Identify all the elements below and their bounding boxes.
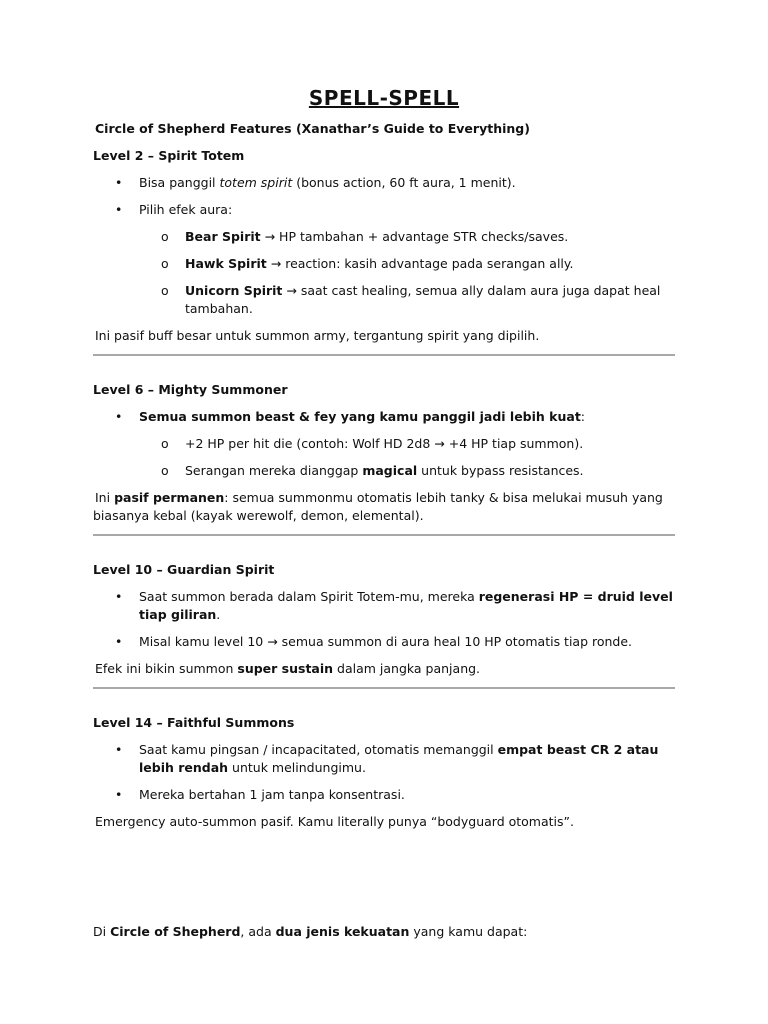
sub-list-item <box>93 435 675 453</box>
note-line <box>93 489 675 525</box>
footer-emphasis: dua jenis kekuatan <box>275 924 410 939</box>
section-heading-level-10: Level 10 – Guardian Spirit <box>93 562 275 577</box>
list-item-text: Pilih efek aura: <box>139 202 233 217</box>
note-text: dalam jangka panjang. <box>333 661 481 676</box>
sub-item-text: → reaction: kasih advantage pada serangan ally. <box>266 256 574 271</box>
sub-item-text: +2 HP per hit die (contoh: Wolf HD 2d8 → +4 HP tiap summon). <box>185 436 584 451</box>
list-item <box>93 786 675 804</box>
sub-list-item <box>93 255 675 273</box>
footer-text: Di <box>93 924 111 939</box>
note-line <box>93 813 675 831</box>
list-item-text: Mereka bertahan 1 jam tanpa konsentrasi. <box>139 787 405 802</box>
list-item <box>93 174 675 192</box>
list-item <box>93 408 675 426</box>
bullet-list <box>93 408 675 426</box>
note-emphasis: super sustain <box>237 661 334 676</box>
sub-item-label: Bear Spirit <box>185 229 261 244</box>
list-item-text: Saat kamu pingsan / incapacitated, otomatis memanggil <box>139 742 498 757</box>
list-item-text: . <box>216 607 221 622</box>
note-text: Ini pasif buff besar untuk summon army, tergantung spirit yang dipilih. <box>95 328 540 343</box>
list-item <box>93 633 675 651</box>
list-item-emphasis: empat beast CR 2 atau lebih rendah <box>139 742 659 775</box>
note-text: Emergency auto-summon pasif. Kamu literally punya “bodyguard otomatis”. <box>95 814 574 829</box>
sub-item-emphasis: magical <box>362 463 418 478</box>
footer-text: , ada <box>240 924 276 939</box>
footer-emphasis: Circle of Shepherd <box>110 924 241 939</box>
sub-item-label: Hawk Spirit <box>185 256 267 271</box>
section-heading-level-6: Level 6 – Mighty Summoner <box>93 382 288 397</box>
sub-list-item <box>93 462 675 480</box>
sub-item-text: untuk bypass resistances. <box>417 463 584 478</box>
note-line <box>93 327 675 345</box>
document-page <box>93 86 675 950</box>
list-item-emphasis: totem spirit <box>219 175 293 190</box>
list-item-text: Saat summon berada dalam Spirit Totem-mu, mereka <box>139 589 479 604</box>
list-item-text: untuk melindungimu. <box>228 760 366 775</box>
note-text: : semua summonmu otomatis lebih tanky & bisa melukai musuh yang biasanya kebal (kayak werewolf, demon, elemental). <box>93 490 663 523</box>
note-line <box>93 660 675 678</box>
list-item-emphasis: regenerasi HP = druid level tiap giliran <box>139 589 673 622</box>
sub-item-text: → HP tambahan + advantage STR checks/saves. <box>260 229 569 244</box>
sub-item-label: Unicorn Spirit <box>185 283 283 298</box>
sub-list-item <box>93 282 675 318</box>
spacer <box>93 840 675 923</box>
sub-item-text: Serangan mereka dianggap <box>185 463 363 478</box>
intro-line <box>93 120 675 138</box>
bullet-list <box>93 741 675 804</box>
sub-list <box>93 435 675 480</box>
sub-list <box>93 228 675 318</box>
section-heading-level-14: Level 14 – Faithful Summons <box>93 715 295 730</box>
bullet-list <box>93 588 675 651</box>
divider <box>93 687 675 689</box>
document-title: SPELL-SPELL <box>308 86 460 110</box>
divider <box>93 354 675 356</box>
intro-text: Circle of Shepherd Features (Xanathar’s Guide to Everything) <box>95 121 530 136</box>
list-item-text: Bisa panggil <box>139 175 220 190</box>
section-heading-level-2: Level 2 – Spirit Totem <box>93 148 245 163</box>
footer-line <box>93 923 675 941</box>
list-item-text: : <box>580 409 586 424</box>
list-item-text: (bonus action, 60 ft aura, 1 menit). <box>292 175 516 190</box>
sub-list-item <box>93 228 675 246</box>
list-item <box>93 741 675 777</box>
list-item-text: Misal kamu level 10 → semua summon di aura heal 10 HP otomatis tiap ronde. <box>139 634 633 649</box>
note-text: Ini <box>95 490 115 505</box>
sub-item-text: → saat cast healing, semua ally dalam aura juga dapat heal tambahan. <box>185 283 661 316</box>
note-text: Efek ini bikin summon <box>95 661 238 676</box>
bullet-list <box>93 174 675 219</box>
list-item-emphasis: Semua summon beast & fey yang kamu panggil jadi lebih kuat <box>139 409 581 424</box>
footer-text: yang kamu dapat: <box>409 924 528 939</box>
list-item <box>93 201 675 219</box>
list-item <box>93 588 675 624</box>
note-emphasis: pasif permanen <box>114 490 225 505</box>
divider <box>93 534 675 536</box>
